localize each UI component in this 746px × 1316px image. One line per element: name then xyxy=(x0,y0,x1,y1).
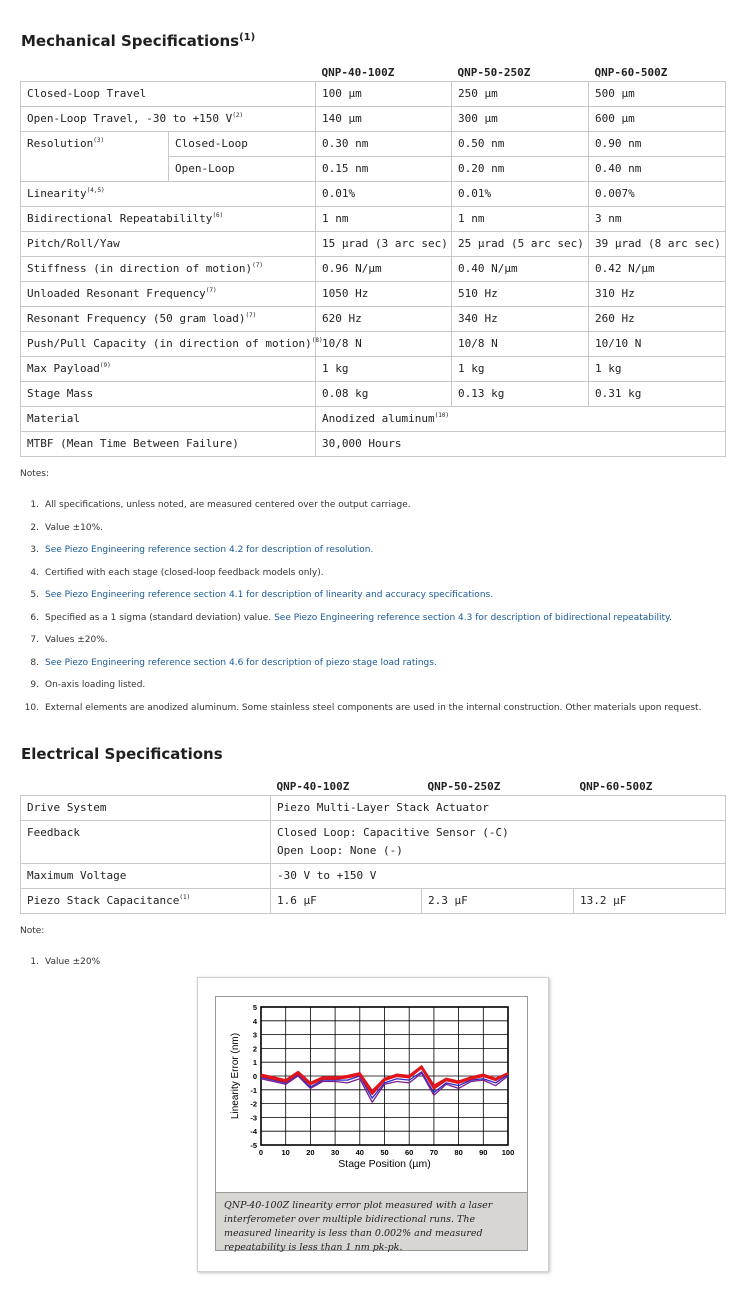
x-tick-label: 10 xyxy=(281,1148,290,1157)
mechanical-spec-table xyxy=(20,63,726,457)
row-label: Bidirectional Repeatabililty$^{(6)}$ xyxy=(21,206,316,231)
row-value: 10/8 N xyxy=(452,331,589,356)
row-value: 0.08 kg xyxy=(316,381,452,406)
table-row xyxy=(21,306,726,331)
x-tick-label: 0 xyxy=(258,1148,264,1157)
row-value: 0.01% xyxy=(316,181,452,206)
row-label: Max Payload$^{(9)}$ xyxy=(21,356,316,381)
y-tick-label: 5 xyxy=(252,1003,257,1012)
x-tick-label: 30 xyxy=(330,1148,340,1157)
x-axis-label: Stage Position (µm) xyxy=(338,1158,431,1170)
row-value: Anodized aluminum$^{(10)}$ xyxy=(316,406,726,431)
table-row xyxy=(21,406,726,431)
row-value: 0.90 nm xyxy=(589,131,726,156)
row-label: Resonant Frequency (50 gram load)$^{(7)}$ xyxy=(21,306,316,331)
list-item: 1. All specifications, unless noted, are measured centered over the output carriage. xyxy=(30,500,411,510)
row-value: 250 µm xyxy=(452,81,589,106)
row-sublabel: Open-Loop xyxy=(169,156,316,181)
row-value: 100 µm xyxy=(316,81,452,106)
row-label: Drive System xyxy=(21,795,271,820)
mechanical-notes-list xyxy=(20,498,730,723)
row-value: 1.6 µF xyxy=(271,888,422,913)
y-tick-label: -2 xyxy=(250,1099,257,1109)
row-value: 0.42 N/µm xyxy=(589,256,726,281)
row-label: Stiffness (in direction of motion)$^{(7)}$ xyxy=(21,256,316,281)
table-row xyxy=(21,863,726,888)
list-item: 5. See Piezo Engineering reference section 4.1 for description of linearity and accuracy specifications. xyxy=(30,590,494,600)
row-label: Material xyxy=(21,406,316,431)
row-value: 30,000 Hours xyxy=(316,431,726,456)
row-value: 1050 Hz xyxy=(316,281,452,306)
y-tick-label: 1 xyxy=(252,1058,257,1068)
linearity-chart xyxy=(216,997,527,1192)
figure-caption: QNP-40-100Z linearity error plot measured with a laser interferometer over multiple bidirectional runs. The measured linearity is less than 0.002% and measured repeatability is less than 1 nm pk-pk. xyxy=(216,1192,527,1250)
row-sublabel: Closed-Loop xyxy=(169,131,316,156)
column-header: QNP-60-500Z xyxy=(579,779,653,793)
row-value: 0.007% xyxy=(589,181,726,206)
row-label: Piezo Stack Capacitance$^{(1)}$ xyxy=(21,888,271,913)
row-value: 140 µm xyxy=(316,106,452,131)
list-item: 4. Certified with each stage (closed-loop feedback models only). xyxy=(30,567,324,578)
row-value: 0.96 N/µm xyxy=(316,256,452,281)
row-value: 13.2 µF xyxy=(574,888,726,913)
row-label: Pitch/Roll/Yaw xyxy=(21,231,316,256)
row-label: Open-Loop Travel, -30 to +150 $V^{(2)}$ xyxy=(21,106,316,131)
table-row xyxy=(21,131,726,156)
row-value: Piezo Multi-Layer Stack Actuator xyxy=(271,795,726,820)
row-label: Unloaded Resonant Frequency$^{(7)}$ xyxy=(21,281,316,306)
row-label: Feedback xyxy=(21,820,271,863)
y-tick-label: 2 xyxy=(252,1044,257,1054)
column-header: QNP-40-100Z xyxy=(276,779,350,793)
electrical-title: Electrical Specifications xyxy=(21,745,223,763)
x-tick-label: 70 xyxy=(429,1148,439,1157)
list-item: 2. Value ±10%. xyxy=(30,522,103,533)
row-value: 1 kg xyxy=(452,356,589,381)
row-value: 2.3 µF xyxy=(422,888,574,913)
table-row xyxy=(21,81,726,106)
reference-link[interactable]: See Piezo Engineering reference section 4.6 for description of piezo stage load ratings. xyxy=(45,657,437,668)
list-item: 7. Values ±20%. xyxy=(30,635,108,645)
table-row xyxy=(21,181,726,206)
y-tick-label: -1 xyxy=(250,1085,257,1095)
row-value: 500 µm xyxy=(589,81,726,106)
row-value: 0.30 nm xyxy=(316,131,452,156)
row-label: Resolution$^{(3)}$ xyxy=(21,131,169,181)
y-tick-label: -4 xyxy=(250,1127,257,1137)
row-value: 0.40 N/µm xyxy=(452,256,589,281)
table-row xyxy=(21,256,726,281)
x-tick-label: 60 xyxy=(405,1148,414,1157)
row-value: 0.15 nm xyxy=(316,156,452,181)
row-value: 15 µrad (3 arc sec) xyxy=(316,231,452,256)
row-value: 340 Hz xyxy=(452,306,589,331)
table-row xyxy=(21,281,726,306)
list-item: 3. See Piezo Engineering reference section 4.2 for description of resolution. xyxy=(30,545,374,555)
x-tick-label: 50 xyxy=(380,1148,389,1157)
table-row xyxy=(21,331,726,356)
row-label: Stage Mass xyxy=(21,381,316,406)
column-header: QNP-50-250Z xyxy=(457,65,531,79)
reference-link[interactable]: See Piezo Engineering reference section 4.2 for description of resolution. xyxy=(45,545,374,555)
table-row xyxy=(21,888,726,913)
table-row xyxy=(21,381,726,406)
row-label: MTBF (Mean Time Between Failure) xyxy=(21,431,316,456)
table-row xyxy=(21,231,726,256)
y-tick-label: 0 xyxy=(252,1072,257,1081)
electrical-notes-list xyxy=(20,955,730,978)
x-tick-label: 80 xyxy=(454,1148,463,1157)
column-header: QNP-40-100Z xyxy=(321,65,395,79)
table-row xyxy=(21,206,726,231)
row-value: 39 µrad (8 arc sec) xyxy=(589,231,726,256)
row-value: -30 V to +150 V xyxy=(271,863,726,888)
mechanical-title: Mechanical Specifications$^{(1)}$ xyxy=(21,32,256,50)
reference-link[interactable]: See Piezo Engineering reference section 4.1 for description of linearity and accuracy specifications. xyxy=(45,590,494,600)
table-row xyxy=(21,795,726,820)
row-value: 25 µrad (5 arc sec) xyxy=(452,231,589,256)
row-label: Closed-Loop Travel xyxy=(21,81,316,106)
list-item: 1. Value ±20% xyxy=(30,957,101,967)
column-header: QNP-60-500Z xyxy=(594,65,668,79)
row-value: 0.50 nm xyxy=(452,131,589,156)
row-value: 0.40 nm xyxy=(589,156,726,181)
row-value: 1 nm xyxy=(452,206,589,231)
row-value: 310 Hz xyxy=(589,281,726,306)
table-row xyxy=(21,106,726,131)
row-label: Maximum Voltage xyxy=(21,863,271,888)
notes-label: Notes: xyxy=(20,469,50,479)
row-label: Push/Pull Capacity (in direction of motion)$^{(8)}$ xyxy=(21,331,316,356)
y-tick-label: -3 xyxy=(250,1113,257,1123)
row-value: 300 µm xyxy=(452,106,589,131)
table-row xyxy=(21,356,726,381)
reference-link[interactable]: See Piezo Engineering reference section 4.3 for description of bidirectional repeatability. xyxy=(274,612,672,623)
row-value: Closed Loop: Capacitive Sensor (-C) Open Loop: None (-) xyxy=(271,820,726,863)
table-row xyxy=(21,431,726,456)
x-tick-label: 100 xyxy=(501,1148,515,1157)
list-item: 10. External elements are anodized aluminum. Some stainless steel components are used in the internal construction. Other materials upon request. xyxy=(24,702,702,713)
row-label: Linearity$^{(4,5)}$ xyxy=(21,181,316,206)
linearity-figure xyxy=(197,977,549,1272)
list-item: 8. See Piezo Engineering reference section 4.6 for description of piezo stage load ratings. xyxy=(30,657,437,668)
row-value: 600 µm xyxy=(589,106,726,131)
x-tick-label: 20 xyxy=(306,1148,315,1157)
row-value: 260 Hz xyxy=(589,306,726,331)
x-tick-label: 90 xyxy=(479,1148,488,1157)
row-value: 10/10 N xyxy=(589,331,726,356)
y-axis-label: Linearity Error (nm) xyxy=(230,1032,241,1120)
list-item: 9. On-axis loading listed. xyxy=(30,680,146,690)
note-label: Note: xyxy=(20,926,45,936)
row-value: 1 kg xyxy=(589,356,726,381)
y-tick-label: 4 xyxy=(252,1016,257,1026)
row-value: 3 nm xyxy=(589,206,726,231)
row-value: 0.13 kg xyxy=(452,381,589,406)
row-value: 1 nm xyxy=(316,206,452,231)
row-value: 0.20 nm xyxy=(452,156,589,181)
figure-frame xyxy=(215,996,528,1251)
row-value: 620 Hz xyxy=(316,306,452,331)
table-row xyxy=(21,820,726,863)
electrical-spec-table xyxy=(20,777,726,914)
list-item: 6. Specified as a 1 sigma (standard deviation) value. See Piezo Engineering reference section 4.3 for description of bidirectional repeatability. xyxy=(30,612,672,623)
row-value: 1 kg xyxy=(316,356,452,381)
y-tick-label: -5 xyxy=(250,1141,257,1150)
row-value: 10/8 N xyxy=(316,331,452,356)
row-value: 510 Hz xyxy=(452,281,589,306)
column-header: QNP-50-250Z xyxy=(427,779,501,793)
y-tick-label: 3 xyxy=(252,1030,257,1040)
row-value: 0.01% xyxy=(452,181,589,206)
row-value: 0.31 kg xyxy=(589,381,726,406)
x-tick-label: 40 xyxy=(355,1148,364,1157)
